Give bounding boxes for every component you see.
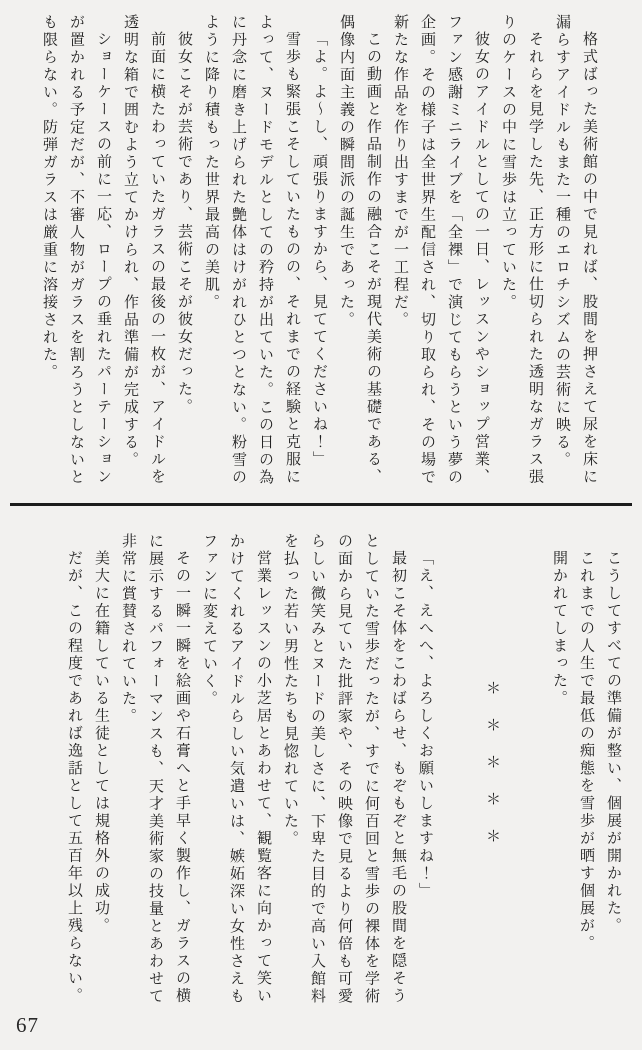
paragraph: 開かれてしまった。: [551, 550, 567, 708]
paragraph: その一瞬一瞬を絵画や石膏へと手早く製作し、ガラスの横に展示するパフォーマンスも、天才美術家の技量とあわせて非常に賞賛されていた。: [120, 533, 190, 1006]
upper-text-block: [35, 14, 602, 492]
paragraph: 格式ばった美術館の中で見れば、股間を押さえて尿を床に漏らすアイドルもまた一種のエロチシズムの芸術に映る。: [554, 14, 597, 486]
paragraph: 彼女のアイドルとしての一日、レッスンやショップ営業、ファン感謝ミニライブを「全裸」で演じてもらうという夢の企画。その様子は全世界生配信され、切り取られ、その場で新たな作品を作り出すまでが一工程だ。: [392, 14, 489, 487]
paragraph: これまでの人生で最低の痴態を雪歩が晒す個展が。: [578, 550, 594, 953]
paragraph: 前面に横たわっていたガラスの最後の一枚が、アイドルを透明な箱で囲むよう立てかけられ、作品準備が完成する。: [122, 14, 165, 486]
paragraph: 営業レッスンの小芝居とあわせて、観覧客に向かって笑いかけてくれるアイドルらしい気遣いは、嫉妬深い女性さえもファンに変えていく。: [201, 533, 271, 1006]
lower-text-block: [60, 533, 626, 1011]
paragraph: 最初こそ体をこわばらせ、もぞもぞと無毛の股間を隠そうとしていた雪歩だったが、すでに何百回と雪歩の裸体を学術の面から見ていた批評家や、その映像で見るより何倍も可愛らしい微笑みとヌードの美しさに、下卑た目的で高い入館料を払った若い男性たちも見惚れていた。: [282, 533, 406, 1006]
dialogue-line: 「よ。よ～し、頑張りますから、見ててくださいね！」: [311, 31, 327, 469]
dialogue-line: 「え、えへへ、よろしくお願いしますね！」: [417, 550, 433, 900]
paragraph: ショーケースの前に一応、ロープの垂れたパーテーションが置かれる予定だが、不審人物がガラスを割ろうとしないとも限らない。防弾ガラスは厳重に溶接された。: [41, 14, 111, 487]
paragraph: こうしてすべての準備が整い、個展が開かれた。: [605, 550, 621, 935]
paragraph: だが、この程度であれば逸話として五百年以上残らない。: [66, 550, 82, 1005]
section-divider-line: [10, 503, 632, 506]
paragraph: 美大に在籍している生徒としては規格外の成功。: [93, 550, 109, 935]
page-number: 67: [16, 1013, 39, 1037]
paragraph: この動画と作品制作の融合こそが現代美術の基礎である、偶像内面主義の瞬間派の誕生であった。: [338, 14, 381, 486]
scene-break-asterisks: ＊＊＊＊＊: [484, 679, 500, 865]
paragraph: 彼女こそが芸術であり、芸術こそが彼女だった。: [176, 31, 192, 416]
paragraph: それらを見学した先、正方形に仕切られた透明なガラス張りのケースの中に雪歩は立っていた。: [500, 14, 543, 486]
paragraph: 雪歩も緊張こそしていたものの、それまでの経験と克服によって、ヌードモデルとしての矜持が出ていた。この日の為に丹念に磨き上げられた艶体はけがれひとつとない。粉雪のように降り積もった世界最高の美肌。: [203, 14, 300, 487]
